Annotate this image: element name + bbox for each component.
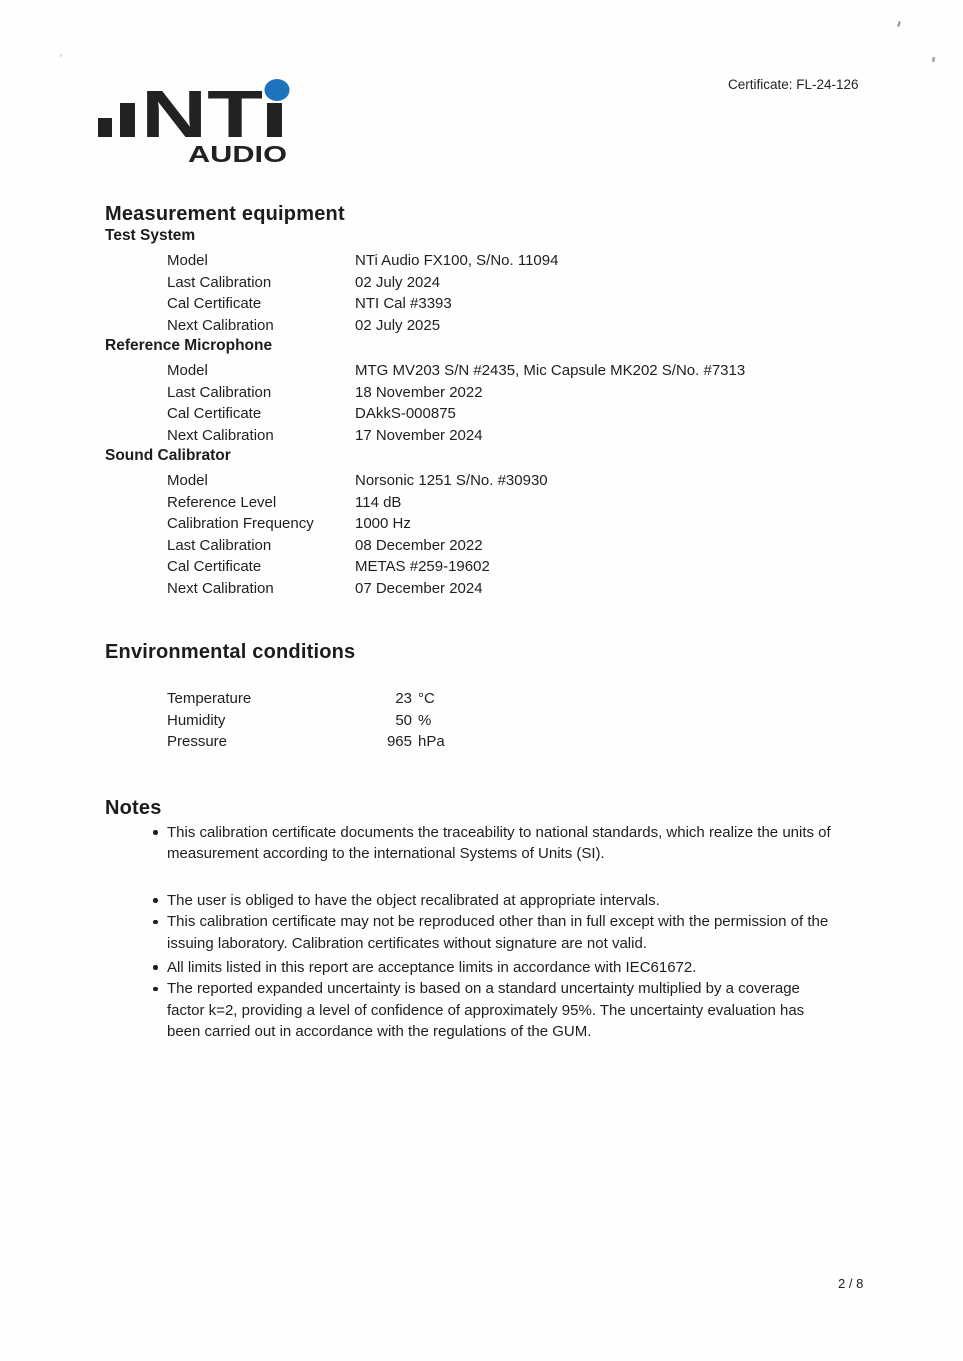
row-label: Next Calibration <box>167 579 274 597</box>
note-text: All limits listed in this report are acceptance limits in accordance with IEC61672. <box>167 958 697 976</box>
table-row <box>105 578 895 600</box>
row-value: Norsonic 1251 S/No. #30930 <box>355 472 548 489</box>
bullet-icon <box>153 898 158 903</box>
row-label: Humidity <box>167 711 226 729</box>
section-title-environmental-conditions: Environmental conditions <box>105 641 356 663</box>
table-row <box>105 688 895 710</box>
table-row <box>105 470 895 492</box>
table-row <box>105 425 895 447</box>
row-value: 18 November 2022 <box>355 383 483 401</box>
bullet-icon <box>153 920 158 925</box>
row-label: Last Calibration <box>167 536 272 554</box>
note-text: This calibration certificate documents the traceability to national standards, which realize the units of measurement according to the international Systems of Units (SI). <box>167 823 831 862</box>
row-value: 23 <box>395 690 412 707</box>
row-label: Cal Certificate <box>167 558 262 575</box>
row-label: Calibration Frequency <box>167 515 314 532</box>
table-row <box>105 250 895 272</box>
group-title-reference-microphone: Reference Microphone <box>105 337 273 354</box>
reference-microphone-rows <box>105 360 895 446</box>
logo-nt-text: NT <box>141 78 264 152</box>
list-item <box>105 978 835 1043</box>
bullet-icon <box>153 987 158 992</box>
group-title-sound-calibrator: Sound Calibrator <box>105 447 231 464</box>
row-unit: hPa <box>418 733 445 750</box>
row-label: Cal Certificate <box>167 295 262 312</box>
list-item <box>105 890 835 912</box>
table-row <box>105 272 895 294</box>
table-row <box>105 382 895 404</box>
list-item <box>105 957 835 979</box>
scan-artifact <box>60 54 62 57</box>
list-item <box>105 822 835 865</box>
row-label: Next Calibration <box>167 316 274 334</box>
table-row <box>105 403 895 425</box>
section-title-measurement-equipment: Measurement equipment <box>105 203 345 225</box>
page-number: 2 / 8 <box>838 1276 864 1291</box>
test-system-rows <box>105 250 895 336</box>
row-value: MTG MV203 S/N #2435, Mic Capsule MK202 S/No. #7313 <box>355 362 746 379</box>
table-row <box>105 492 895 514</box>
row-value: 1000 Hz <box>355 515 411 532</box>
list-item <box>105 911 835 954</box>
row-unit: % <box>418 711 432 729</box>
row-label: Temperature <box>167 690 252 707</box>
row-value: 114 dB <box>355 493 402 511</box>
environmental-rows <box>105 688 895 753</box>
row-value: 17 November 2024 <box>355 426 483 444</box>
row-value: 50 <box>395 711 412 729</box>
table-row <box>105 315 895 337</box>
table-row <box>105 556 895 578</box>
row-label: Cal Certificate <box>167 405 262 422</box>
row-label: Model <box>167 252 208 269</box>
row-label: Last Calibration <box>167 273 272 291</box>
row-label: Pressure <box>167 733 228 750</box>
row-unit: °C <box>418 690 435 707</box>
row-value: 08 December 2022 <box>355 536 483 554</box>
row-value: DAkkS-000875 <box>355 405 456 422</box>
table-row <box>105 513 895 535</box>
sound-calibrator-rows <box>105 470 895 599</box>
row-label: Model <box>167 362 208 379</box>
table-row <box>105 535 895 557</box>
row-value: NTI Cal #3393 <box>355 295 452 312</box>
notes-list <box>105 822 835 1043</box>
note-text: This calibration certificate may not be reproduced other than in full except with the permission of the issuing laboratory. Calibration certificates without signature are not valid. <box>167 913 829 952</box>
row-value: 02 July 2024 <box>355 273 441 291</box>
row-label: Model <box>167 472 208 489</box>
logo-audio-text: AUDIO <box>188 141 287 167</box>
table-row <box>105 360 895 382</box>
scan-artifact <box>897 21 901 27</box>
certificate-number: Certificate: FL-24-126 <box>728 77 859 92</box>
table-row <box>105 293 895 315</box>
bullet-icon <box>153 965 158 970</box>
section-title-notes: Notes <box>105 796 162 819</box>
table-row <box>105 710 895 732</box>
row-value: METAS #259-19602 <box>355 558 490 575</box>
row-value: 965 <box>386 733 412 750</box>
scan-artifact <box>932 57 936 62</box>
row-value: 02 July 2025 <box>355 316 441 334</box>
table-row <box>105 731 895 753</box>
group-title-test-system: Test System <box>105 227 196 244</box>
note-text: The user is obliged to have the object recalibrated at appropriate intervals. <box>167 891 660 909</box>
row-label: Next Calibration <box>167 426 274 444</box>
row-value: NTi Audio FX100, S/No. 11094 <box>355 252 559 269</box>
row-value: 07 December 2024 <box>355 579 483 597</box>
row-label: Reference Level <box>167 493 277 511</box>
row-label: Last Calibration <box>167 383 272 401</box>
note-text: The reported expanded uncertainty is based on a standard uncertainty multiplied by a coverage factor k=2, providing a level of confidence of approximately 95%. The uncertainty evaluation has been carried out in accordance with the regulations of the GUM. <box>167 980 805 1040</box>
bullet-icon <box>153 830 158 835</box>
document-body <box>105 0 895 1043</box>
